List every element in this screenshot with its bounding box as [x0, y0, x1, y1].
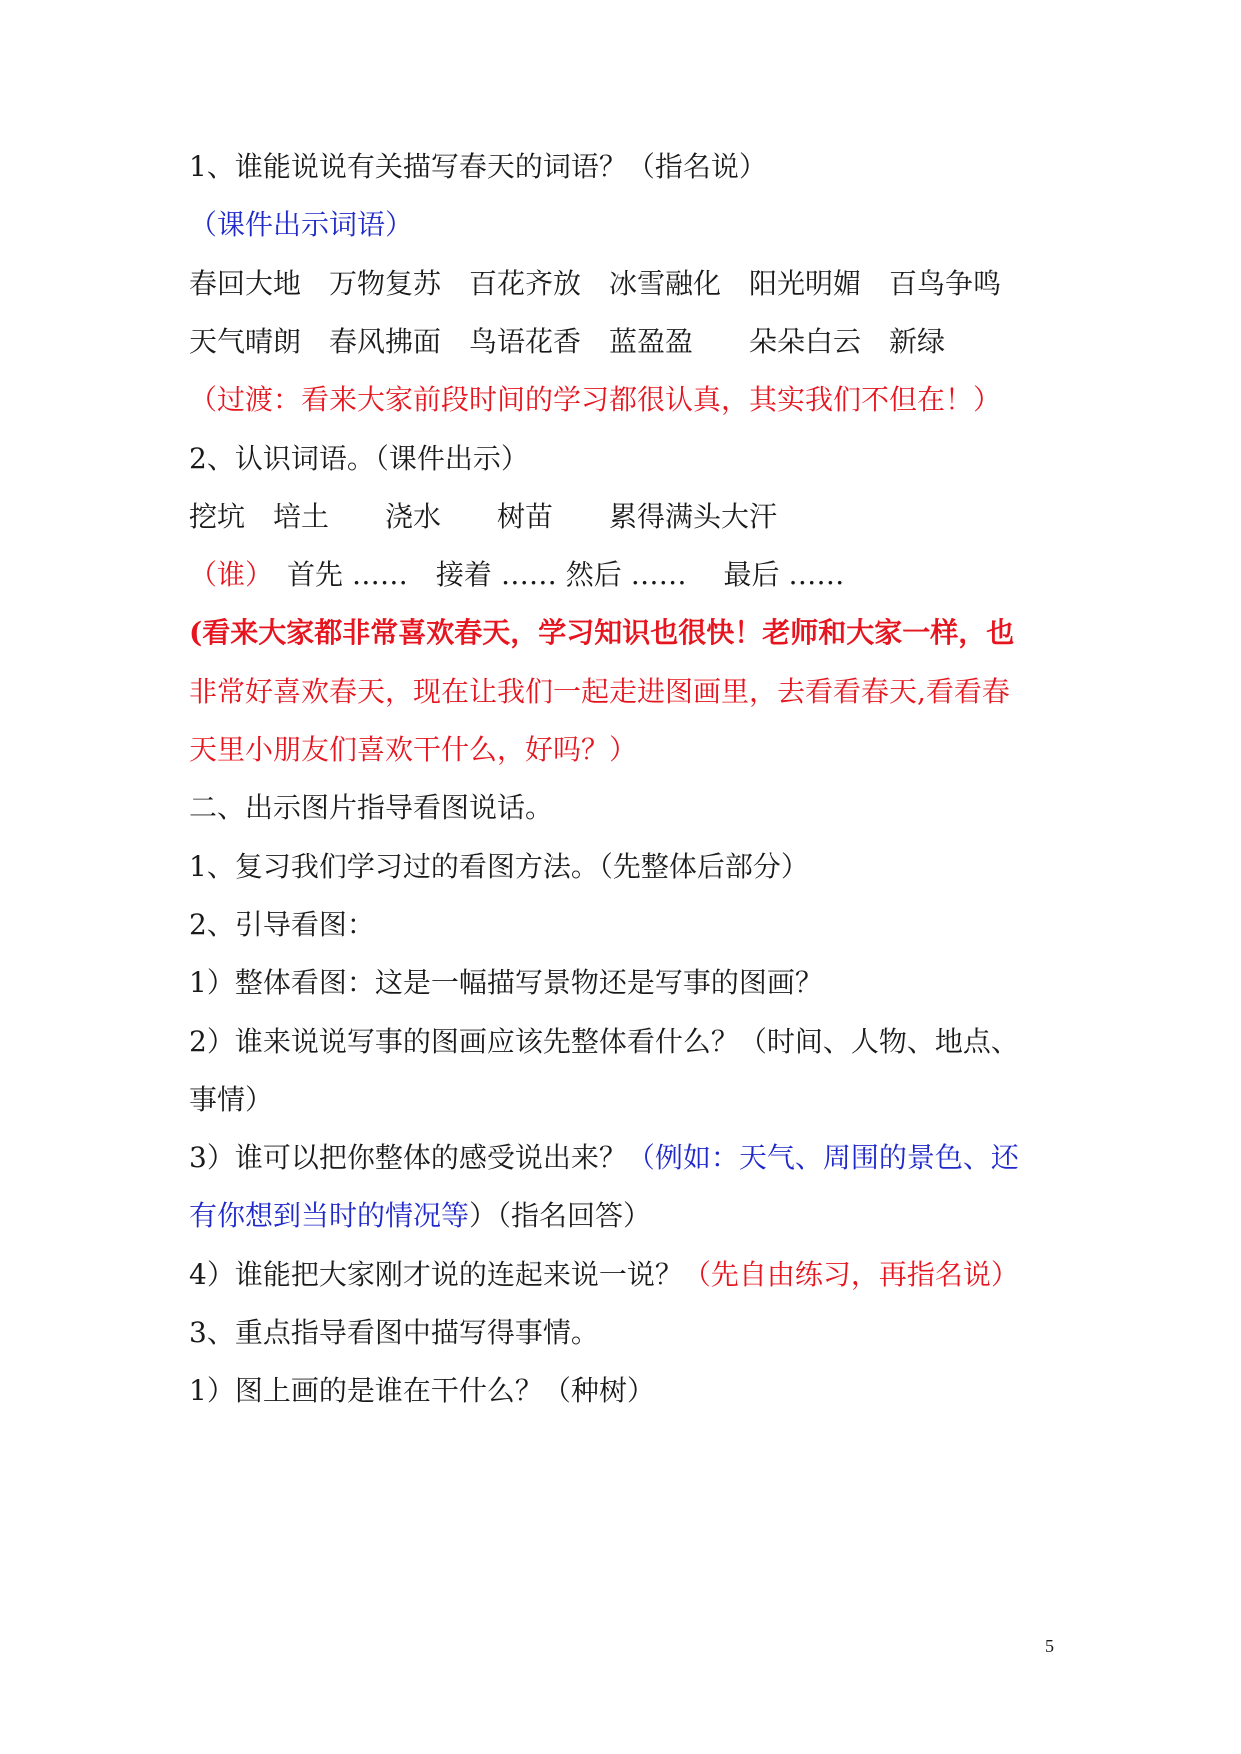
- text-line: [189, 613, 1014, 653]
- text-line: [189, 1313, 599, 1353]
- text-line: [189, 205, 413, 245]
- text-line: [189, 730, 637, 770]
- text-segment: 天里小朋友们喜欢干什么，好吗？）: [189, 733, 638, 766]
- text-segment: （谁）: [189, 558, 260, 592]
- text-segment: 1、谁能说说有关描写春天的词语？（指名说）: [189, 150, 767, 183]
- text-line: [189, 555, 844, 595]
- text-line: [189, 1138, 1019, 1178]
- text-line: [189, 905, 375, 945]
- text-segment: 1）整体看图：这是一幅描写景物还是写事的图画？: [189, 966, 823, 1000]
- text-segment: 2、引导看图：: [189, 907, 375, 941]
- text-segment: 2）谁来说说写事的图画应该先整体看什么？（时间、人物、地点、: [189, 1024, 1019, 1058]
- text-segment: （例如：天气、周围的景色、还: [626, 1141, 1019, 1175]
- text-line: [189, 788, 553, 828]
- text-line: [189, 1196, 651, 1236]
- text-segment: 天气晴朗 春风拂面 鸟语花香 蓝盈盈 朵朵白云 新绿: [189, 324, 946, 358]
- text-segment: 1）图上画的是谁在干什么？（种树）: [189, 1374, 655, 1408]
- text-line: [189, 264, 1001, 304]
- text-line: [189, 1022, 1019, 1062]
- text-line: [189, 147, 767, 187]
- text-line: [189, 963, 823, 1003]
- text-line: [189, 497, 777, 537]
- text-line: [189, 322, 945, 362]
- text-line: [189, 847, 809, 887]
- text-segment: 1、复习我们学习过的看图方法。（先整体后部分）: [189, 849, 809, 883]
- text-line: [189, 1371, 655, 1411]
- text-segment: 3、重点指导看图中描写得事情。: [189, 1316, 599, 1349]
- text-segment: 首先 …… 接着 …… 然后 …… 最后 ……: [259, 558, 845, 592]
- text-segment: （过渡：看来大家前段时间的学习都很认真，其实我们不但在！）: [189, 383, 1002, 417]
- text-segment: 2、认识词语。（课件出示）: [189, 441, 529, 475]
- text-segment: 春回大地 万物复苏 百花齐放 冰雪融化 阳光明媚 百鸟争鸣: [189, 266, 1002, 300]
- text-segment: （课件出示词语）: [189, 208, 414, 242]
- text-segment: 事情）: [189, 1082, 274, 1116]
- page-number: 5: [1045, 1636, 1054, 1656]
- text-segment: （先自由练习，再指名说）: [682, 1257, 1019, 1291]
- text-line: [189, 1080, 273, 1120]
- text-line: [189, 380, 1001, 420]
- text-line: [189, 439, 529, 479]
- text-line: [189, 672, 1010, 712]
- text-segment: 挖坑 培土 浇水 树苗 累得满头大汗: [189, 499, 778, 533]
- text-segment: 二、出示图片指导看图说话。: [189, 791, 554, 825]
- text-segment: 3）谁可以把你整体的感受说出来？: [189, 1141, 627, 1175]
- text-segment: (看来大家都非常喜欢春天，学习知识也很快！老师和大家一样，也: [189, 616, 1015, 650]
- text-line: [189, 1255, 1019, 1295]
- text-segment: 4）谁能把大家刚才说的连起来说一说？: [189, 1257, 683, 1291]
- text-segment: ）（指名回答）: [469, 1199, 652, 1233]
- text-segment: 有你想到当时的情况等: [189, 1199, 470, 1233]
- text-segment: 非常好喜欢春天，现在让我们一起走进图画里，去看看春天,看看春: [189, 674, 1010, 708]
